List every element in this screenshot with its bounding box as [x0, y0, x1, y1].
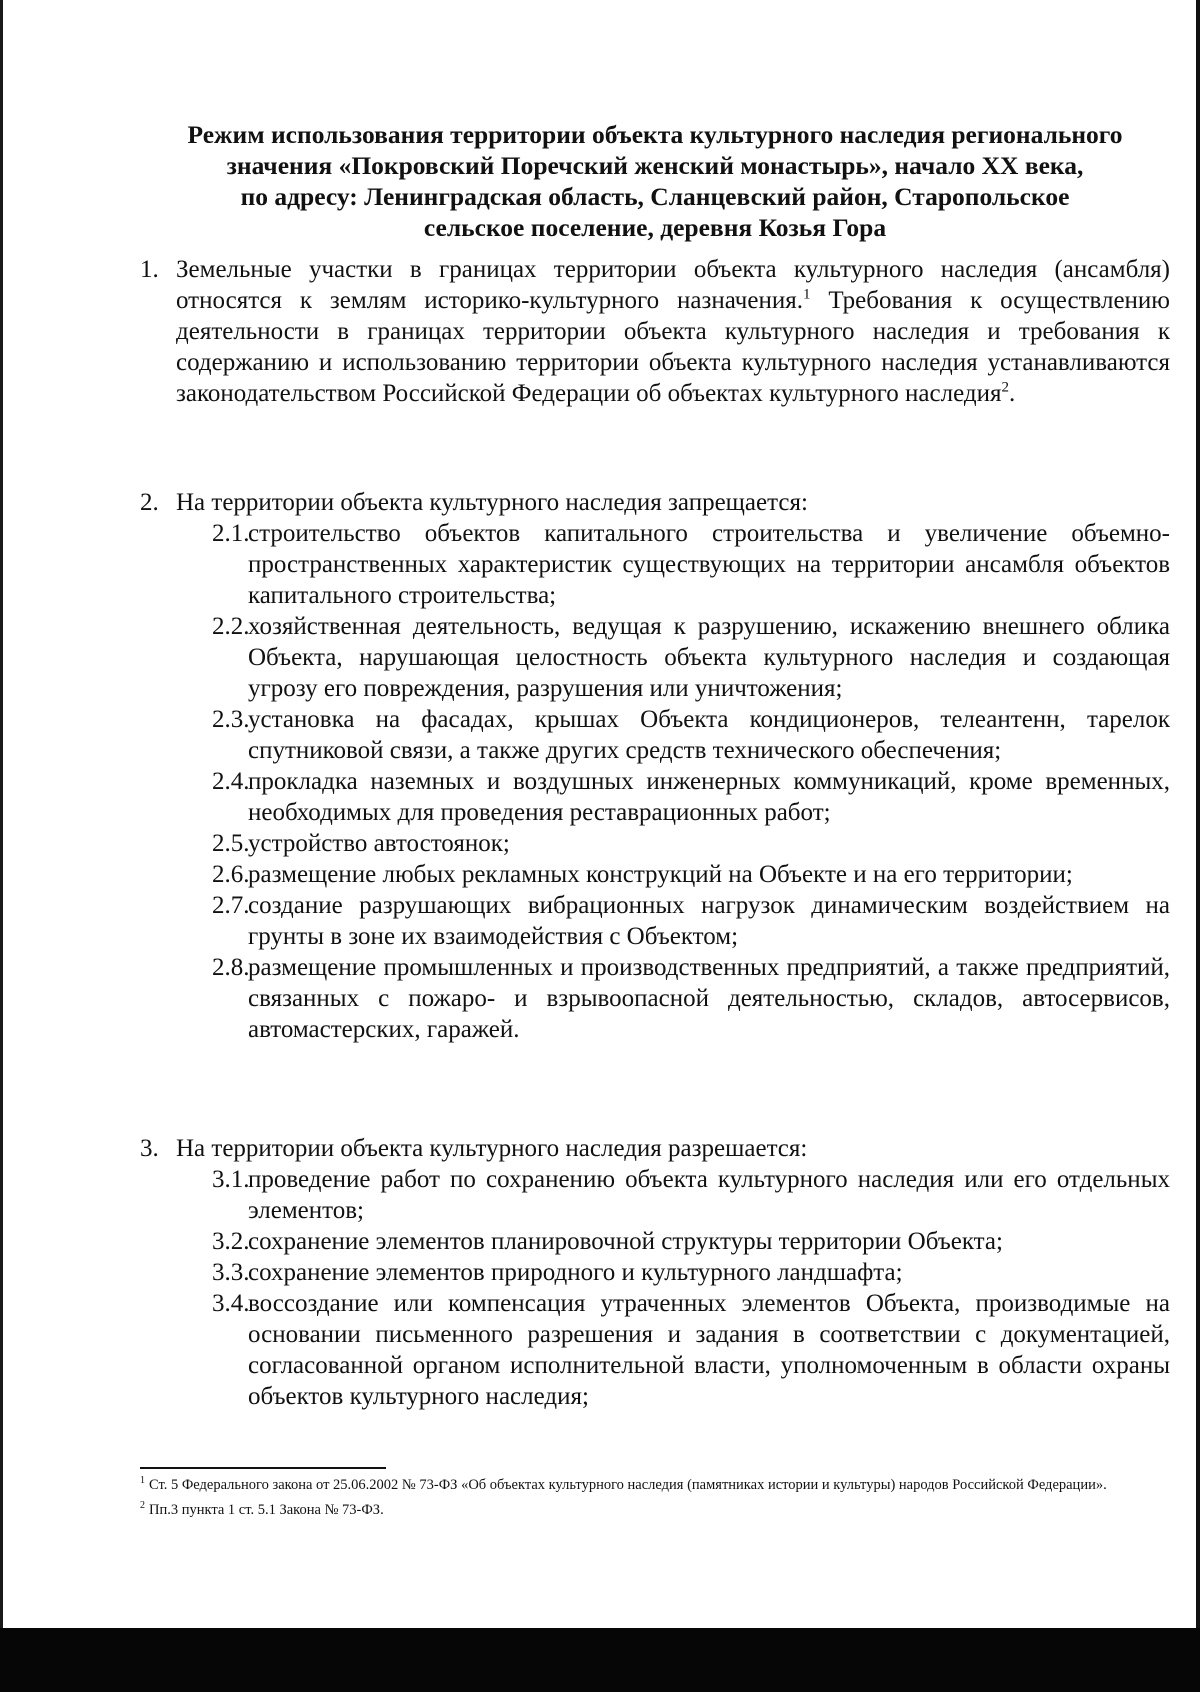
title-line: Режим использования территории объекта культурного наследия регионального: [187, 120, 1123, 149]
footnote-ref-1: 1: [803, 286, 811, 303]
list-item: [212, 1288, 1170, 1412]
section-1-text-b: Требования к осуществлению деятельности в границах территории объекта культурного наследия и требования к содержанию и использованию территории объекта культурного наследия устанавливаются законодательством Российской Федерации об объектах культурного наследия: [176, 287, 1170, 407]
item-number: 2.5.: [212, 830, 250, 857]
item-number: 3.4.: [212, 1290, 250, 1317]
item-text: размещение любых рекламных конструкций на Объекте и на его территории;: [248, 861, 1073, 888]
footnote-ref-2: 2: [1001, 379, 1009, 396]
footnote-separator: [140, 1467, 386, 1469]
permitted-list: [140, 1164, 1170, 1412]
footnote-1: [140, 1474, 1170, 1496]
title-line: значения «Покровский Поречский женский монастырь», начало XX века,: [226, 151, 1084, 180]
list-item: [212, 1257, 1170, 1288]
list-item: [212, 828, 1170, 859]
item-text: размещение промышленных и производственных предприятий, а также предприятий, связанных с пожаро- и взрывоопасной деятельностью, складов, автосервисов, автомастерских, гаражей.: [248, 954, 1170, 1043]
section-3: [140, 1133, 1170, 1412]
list-item: [212, 952, 1170, 1045]
item-text: хозяйственная деятельность, ведущая к разрушению, искажению внешнего облика Объекта, нарушающая целостность объекта культурного наследия и создающая угрозу его повреждения, разрушения или уничтожения;: [248, 613, 1170, 702]
item-number: 3.3.: [212, 1259, 250, 1286]
item-text: сохранение элементов планировочной структуры территории Объекта;: [248, 1228, 1003, 1255]
title-line: сельское поселение, деревня Козья Гора: [423, 213, 887, 242]
prohibited-list: [140, 518, 1170, 1045]
footnote-number: 1: [140, 1475, 145, 1487]
item-number: 3.1.: [212, 1166, 250, 1193]
scan-bottom-band: [0, 1628, 1200, 1692]
section-1: [140, 254, 1170, 409]
item-number: 2.4.: [212, 768, 250, 795]
footnote-2: [140, 1499, 1170, 1521]
title-line: по адресу: Ленинградская область, Сланцевский район, Старопольское: [240, 182, 1070, 211]
scan-right-edge: [1196, 0, 1200, 1692]
section-2: [140, 487, 1170, 1045]
item-text: создание разрушающих вибрационных нагрузок динамическим воздействием на грунты в зоне их взаимодействия с Объектом;: [248, 892, 1170, 950]
item-number: 2.2.: [212, 613, 250, 640]
list-item: [212, 859, 1170, 890]
item-number: 3.2.: [212, 1228, 250, 1255]
item-number: 2.8.: [212, 954, 250, 981]
section-number: 1.: [140, 256, 159, 283]
section-2-lead: На территории объекта культурного наследия запрещается:: [176, 489, 808, 516]
list-item: [212, 766, 1170, 828]
item-text: проведение работ по сохранению объекта культурного наследия или его отдельных элементов;: [248, 1166, 1170, 1224]
list-item: [212, 611, 1170, 704]
list-item: [212, 518, 1170, 611]
footnote-text: Ст. 5 Федерального закона от 25.06.2002 № 73-ФЗ «Об объектах культурного наследия (памятниках истории и культуры) народов Российской Федерации».: [149, 1477, 1107, 1493]
item-number: 2.3.: [212, 706, 250, 733]
list-item: [212, 1226, 1170, 1257]
footnote-text: Пп.3 пункта 1 ст. 5.1 Закона № 73-ФЗ.: [149, 1502, 384, 1518]
footnotes: [140, 1474, 1170, 1524]
item-text: воссоздание или компенсация утраченных элементов Объекта, производимые на основании письменного разрешения и задания в соответствии с документацией, согласованной органом исполнительной власти, уполномоченным в области охраны объектов культурного наследия;: [248, 1290, 1170, 1410]
scan-left-edge: [0, 0, 3, 1628]
section-number: 2.: [140, 489, 159, 516]
list-item: [212, 704, 1170, 766]
section-1-text-a: Земельные участки в границах территории объекта культурного наследия (ансамбля) относятся к землям историко-культурного назначения.: [176, 256, 1170, 314]
section-number: 3.: [140, 1135, 159, 1162]
item-text: строительство объектов капитального строительства и увеличение объемно-пространственных характеристик существующих на территории ансамбля объектов капитального строительства;: [248, 520, 1170, 609]
item-text: прокладка наземных и воздушных инженерных коммуникаций, кроме временных, необходимых для проведения реставрационных работ;: [248, 768, 1170, 826]
item-number: 2.6.: [212, 861, 250, 888]
document-title: [150, 119, 1160, 243]
item-text: установка на фасадах, крышах Объекта кондиционеров, телеантенн, тарелок спутниковой связи, а также других средств технического обеспечения;: [248, 706, 1170, 764]
list-item: [212, 1164, 1170, 1226]
section-1-text-c: .: [1008, 380, 1016, 407]
item-number: 2.7.: [212, 892, 250, 919]
list-item: [212, 890, 1170, 952]
footnote-number: 2: [140, 1500, 145, 1512]
item-text: сохранение элементов природного и культурного ландшафта;: [248, 1259, 903, 1286]
section-3-lead: На территории объекта культурного наследия разрешается:: [176, 1135, 808, 1162]
item-number: 2.1.: [212, 520, 250, 547]
section-1-text: [176, 254, 1170, 409]
item-text: устройство автостоянок;: [248, 830, 510, 857]
